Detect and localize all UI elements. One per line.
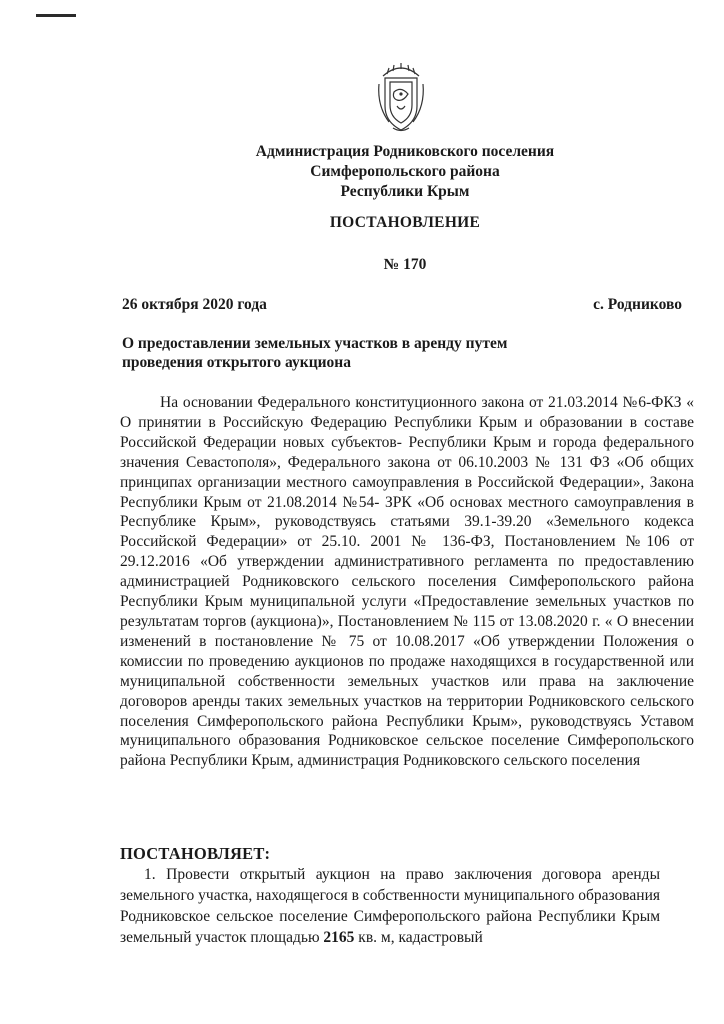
resolves-heading: ПОСТАНОВЛЯЕТ: (120, 844, 271, 863)
preamble-paragraph: На основании Федерального конституционного закона от 21.03.2014 №6-ФКЗ « О принятии в Российскую Федерацию Республики Крым и образовании в составе Российской Федерации новых субъектов- Республики Крым и города федерального значения Севастополя», Федерального закона от 06.10.2003 № 131 ФЗ «Об общих принципах организации местного самоуправления в Российской Федерации», Закона Республики Крым от 21.08.2014 №54- ЗРК «Об основах местного самоуправления в Республике Крым», руководствуясь статьями 39.1-39.20 «Земельного кодекса Российской Федерации» от 25.10. 2001 № 136-ФЗ, Постановлением №106 от 29.12.2016 «Об утверждении административного регламента по предоставлению администрацией Родниковского сельского поселения Симферопольского района Республики Крым муниципальной услуги «Предоставление земельных участков по результатам торгов (аукциона)», Постановлением № 115 от 13.08.2020 г. « О внесении изменений в постановление № 75 от 10.08.2017 «Об утверждении Положения о комиссии по проведению аукционов по продаже находящихся в государственной или муниципальной собственности земельных участков или права на заключение договоров аренды таких земельных участков на территории Родниковского сельского поселения Симферопольского района Республики Крым», руководствуясь Уставом муниципального образования Родниковское сельское поселение Симферопольского района Республики Крым, администрация Родниковского сельского поселения (120, 394, 694, 770)
document-subject: О предоставлении земельных участков в аренду путем проведения открытого аукциона (122, 335, 508, 371)
document-date: 26 октября 2020 года (122, 296, 267, 313)
item1-tail: кв. м, кадастровый (354, 929, 483, 946)
document-type: ПОСТАНОВЛЕНИЕ (329, 214, 481, 231)
coat-of-arms-icon (375, 62, 427, 134)
issuer-line-3: Республики Крым (340, 183, 470, 200)
document-number: № 170 (383, 256, 427, 273)
issuer-header (150, 142, 660, 202)
issuer-line-1: Администрация Родниковского поселения (255, 143, 555, 160)
document-place: с. Родниково (593, 296, 682, 313)
issuer-line-2: Симферопольского района (310, 163, 500, 180)
item1-text: 1. Провести открытый аукцион на право заключения договора аренды земельного участка, находящегося в собственности муниципального образования Родниковское сельское поселение Симферопольского района Республики Крым земельный участок площадью (120, 866, 660, 946)
resolution-item-1 (120, 864, 660, 948)
item1-area: 2165 (323, 929, 355, 946)
scan-corner-mark (36, 14, 76, 17)
